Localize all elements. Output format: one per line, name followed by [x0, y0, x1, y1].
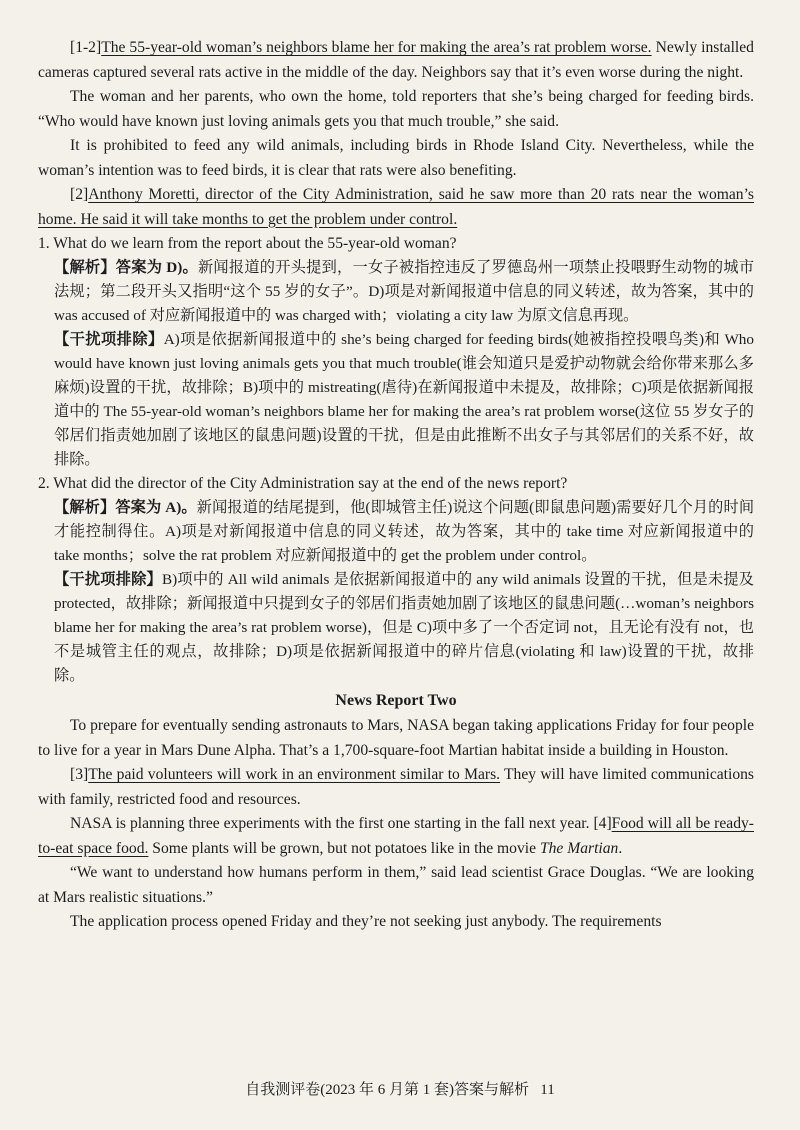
report2-paragraph-3: NASA is planning three experiments with the first one starting in the fall next year. [4]Food will all be ready-to-eat space food. Some plants will be grown, but not potatoes like in the movie The Martian.	[38, 815, 754, 857]
report1-paragraph-1: [1-2]The 55-year-old woman’s neighbors blame her for making the area’s rat problem worse. Newly installed cameras captured several rats active in the middle of the day. Neighbors say that it’s even worse during the night.	[38, 39, 754, 81]
report2-paragraph-5: The application process opened Friday and they’re not seeking just anybody. The requirements	[70, 913, 662, 930]
q2-distractor: 【干扰项排除】B)项中的 All wild animals 是依据新闻报道中的 any wild animals 设置的干扰，但是未提及 protected，故排除；新闻报道中只提到女子的邻居们指责她加剧了该地区的鼠患问题(…woman’s neighbors blame her for making the area’s rat problem worse)，但是 C)项中多了一个否定词 not，且无论有没有 not，也不是城管主任的观点，故排除；D)项是依据新闻报道中的碎片信息(violating 和 law)设置的干扰，故排除。	[54, 571, 754, 684]
movie-title: The Martian	[539, 839, 619, 857]
report1-paragraph-2: The woman and her parents, who own the home, told reporters that she’s being charged for feeding birds. “Who would have known just loving animals gets you that much trouble,” she said.	[38, 88, 754, 130]
report1-paragraph-4	[38, 183, 754, 232]
underlined-sentence: The paid volunteers will work in an environment similar to Mars.	[88, 766, 501, 783]
report2-paragraph-2: [3]The paid volunteers will work in an environment similar to Mars. They will have limited communications with family, restricted food and resources.	[38, 766, 754, 808]
underlined-sentence: Anthony Moretti, director of the City Administration, said he saw more than 20 rats near the woman’s home. He said it will take months to get the problem under control.	[38, 186, 754, 228]
question-1: 1. What do we learn from the report about the 55-year-old woman?	[38, 235, 457, 252]
report2-paragraph-4: “We want to understand how humans perform in them,” said lead scientist Grace Douglas. “We are looking at Mars realistic situations.”	[38, 864, 754, 906]
question-2: 2. What did the director of the City Administration say at the end of the news report?	[38, 475, 568, 492]
q1-distractor: 【干扰项排除】A)项是依据新闻报道中的 she’s being charged for feeding birds(她被指控投喂鸟类)和 Who would have known just loving animals gets you that much trouble(谁会知道只是爱护动物就会给你带来那么多麻烦)设置的干扰，故排除；B)项中的 mistreating(虐待)在新闻报道中未提及，故排除；C)项是依据新闻报道中的 The 55-year-old woman’s neighbors blame her for making the area’s rat problem worse(这位 55 岁女子的邻居们指责她加剧了该地区的鼠患问题)设置的干扰，但是由此推断不出女子与其邻居们的关系不好，故排除。	[54, 331, 754, 468]
page-number: 11	[540, 1082, 555, 1098]
marker-1-2: [1-2]	[70, 39, 102, 56]
marker-4: [4]	[593, 815, 612, 832]
q1-analysis: 【解析】答案为 D)。新闻报道的开头提到，一女子被指控违反了罗德岛州一项禁止投喂野生动物的城市法规；第二段开头又指明“这个 55 岁的女子”。D)项是对新闻报道中信息的同义转述，故为答案，其中的 was accused of 对应新闻报道中的 was charged with；violating a city law 为原文信息再现。	[54, 259, 755, 324]
report1-paragraph-3: It is prohibited to feed any wild animals, including birds in Rhode Island City. Nevertheless, while the woman’s intention was to feed birds, it is clear that rats were also benefiting.	[38, 137, 754, 179]
underlined-sentence: Food will all be ready-to-eat space food.	[38, 815, 754, 857]
report2-paragraph-1: To prepare for eventually sending astronauts to Mars, NASA began taking applications Friday for four people to live for a year in Mars Dune Alpha. That’s a 1,700-square-foot Martian habitat inside a building in Houston.	[38, 717, 754, 759]
marker-3: [3]	[70, 766, 89, 783]
section-title: News Report Two	[335, 692, 457, 709]
q2-analysis: 【解析】答案为 A)。新闻报道的结尾提到，他(即城管主任)说这个问题(即鼠患问题)需要好几个月的时间才能控制得住。A)项是对新闻报道中信息的同义转述，故为答案，其中的 take time 对应新闻报道中的 take months；solve the rat problem 对应新闻报道中的 get the problem under control。	[54, 499, 755, 564]
marker-2: [2]	[70, 186, 89, 203]
underlined-sentence: The 55-year-old woman’s neighbors blame her for making the area’s rat problem worse.	[101, 39, 652, 56]
footer-text: 自我测评卷(2023 年 6 月第 1 套)答案与解析	[245, 1082, 530, 1098]
page-footer	[0, 1078, 800, 1099]
